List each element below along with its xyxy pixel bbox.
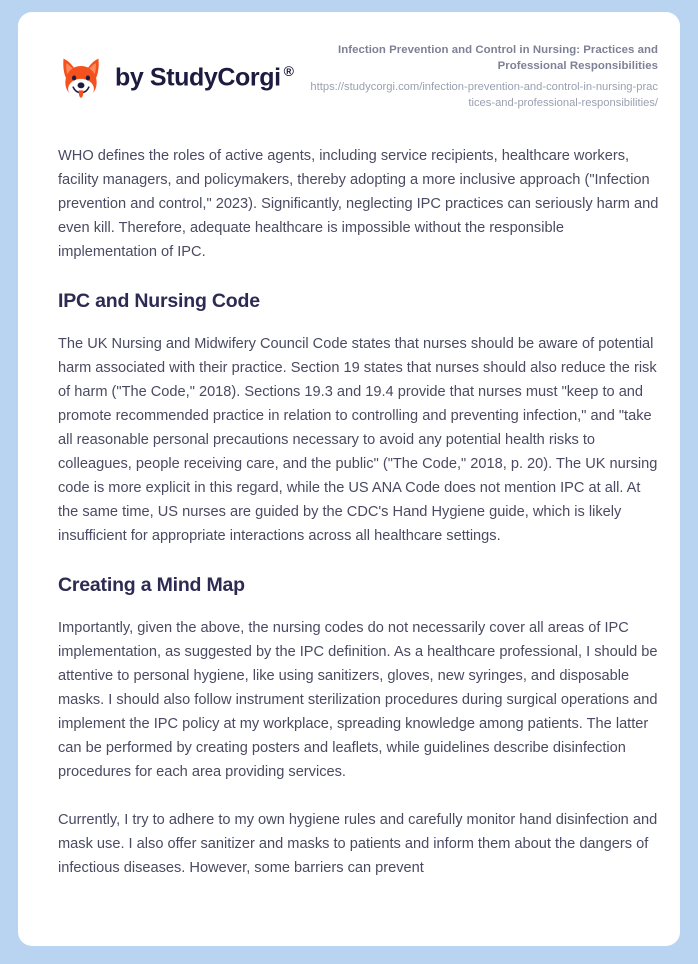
document-page-card — [18, 12, 680, 946]
section-heading: Creating a Mind Map — [58, 574, 245, 596]
document-body — [18, 144, 680, 880]
body-paragraph: Currently, I try to adhere to my own hygiene rules and carefully monitor hand disinfection and mask use. I also offer sanitizer and masks to patients and inform them about the dangers of infectious diseases. However, some barriers can prevent — [58, 812, 658, 876]
section-heading: IPC and Nursing Code — [58, 290, 260, 312]
header-document-meta — [294, 42, 658, 112]
brand-name: by StudyCorgi ® — [115, 63, 294, 92]
document-title: Infection Prevention and Control in Nursing: Practices and Professional Responsibilities — [338, 43, 658, 73]
studycorgi-brand[interactable] — [58, 55, 294, 101]
body-paragraph: Importantly, given the above, the nursing codes do not necessarily cover all areas of IPC implementation, as suggested by the IPC definition. As a healthcare professional, I should be attentive to personal hygiene, like using sanitizers, gloves, new syringes, and disposable masks. I should also follow instrument sterilization procedures during surgical operations and implement the IPC policy at my workplace, spreading knowledge among patients. The latter can be performed by creating posters and leaflets, while guidelines describe disinfection procedures for each area providing services. — [58, 620, 658, 780]
corgi-face-icon — [58, 55, 104, 101]
registered-trademark-mark: ® — [283, 63, 294, 80]
body-paragraph: The UK Nursing and Midwifery Council Code states that nurses should be aware of potential harm associated with their practice. Section 19 states that nurses should also reduce the risk of harm ("The Code," 2018). Sections 19.3 and 19.4 provide that nurses must "keep to and promote recommended practice in relation to controlling and preventing infection," and "take all reasonable personal precautions necessary to avoid any potential health risks to colleagues, people receiving care, and the public" ("The Code," 2018, p. 20). The UK nursing code is more explicit in this regard, while the US ANA Code does not mention IPC at all. At the same time, US nurses are guided by the CDC's Hand Hygiene guide, which is likely insufficient for appropriate interactions across all healthcare settings. — [58, 336, 658, 544]
body-paragraph: WHO defines the roles of active agents, including service recipients, healthcare workers, facility managers, and policymakers, thereby adopting a more inclusive approach ("Infection prevention and control," 2023). Significantly, neglecting IPC practices can seriously harm and even kill. Therefore, adequate healthcare is impossible without the responsible implementation of IPC. — [58, 148, 659, 260]
document-header — [18, 12, 680, 144]
document-url[interactable]: https://studycorgi.com/infection-prevention-and-control-in-nursing-practices-and-professional-responsibilities/ — [310, 81, 658, 110]
